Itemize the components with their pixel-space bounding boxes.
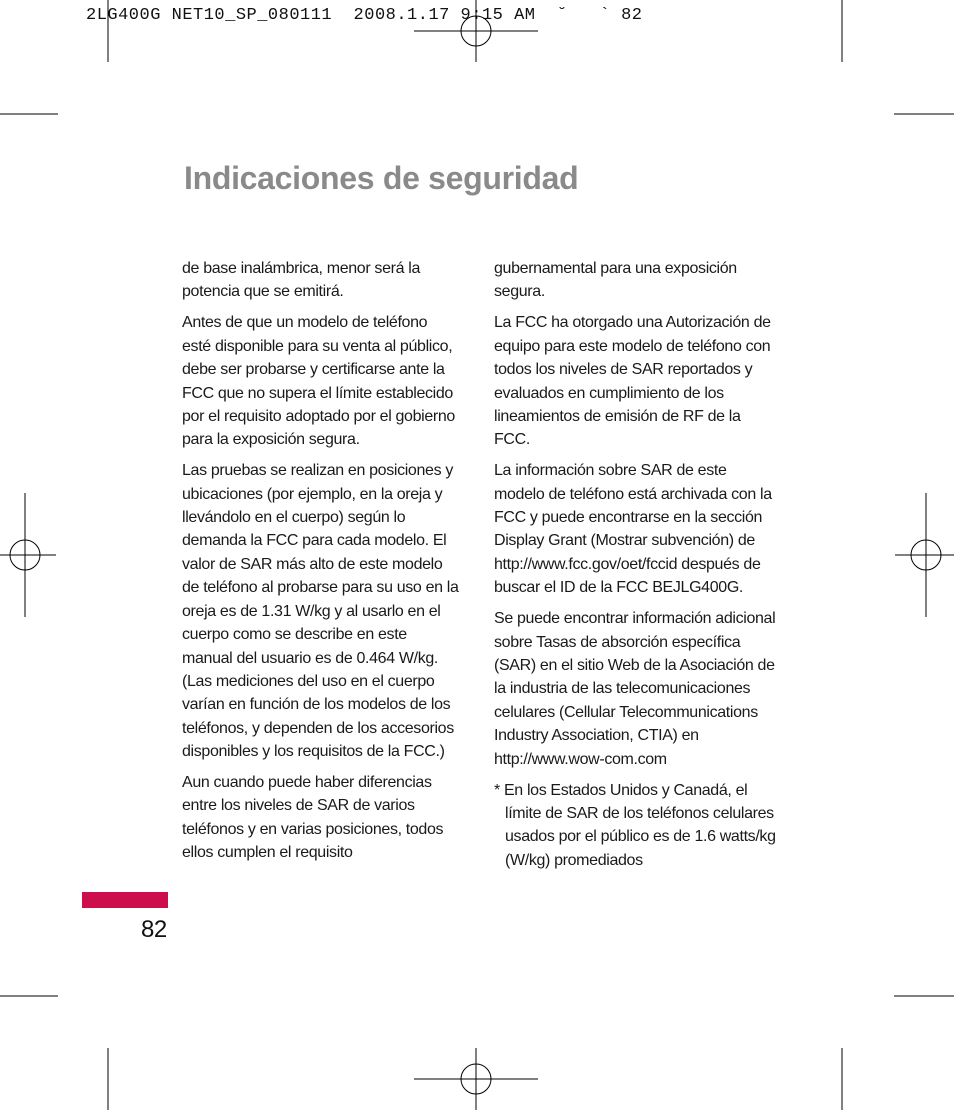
- registration-mark-left: [0, 493, 56, 617]
- page-title: Indicaciones de seguridad: [184, 160, 579, 196]
- paragraph: Antes de que un modelo de teléfono esté disponible para su venta al público, debe ser probarse y certificarse ante la FCC que no supera el límite establecido por el requisito adoptado por el gobierno para la exposición segura.: [182, 314, 455, 449]
- left-column: [182, 257, 460, 872]
- paragraph: de base inalámbrica, menor será la potencia que se emitirá.: [182, 260, 421, 301]
- paragraph: Aun cuando puede haber diferencias entre los niveles de SAR de varios teléfonos y en varias posiciones, todos ellos cumplen el requisito: [182, 774, 444, 862]
- right-column: [494, 257, 779, 880]
- footnote: * En los Estados Unidos y Canadá, el límite de SAR de los teléfonos celulares usados por el público es de 1.6 watts/kg (W/kg) promediados: [494, 781, 776, 869]
- page-accent-bar: [82, 892, 168, 908]
- print-header: 2LG400G NET10_SP_080111 2008.1.17 9:15 AM ˘ ` 82: [86, 6, 643, 25]
- paragraph: La información sobre SAR de este modelo de teléfono está archivada con la FCC y puede encontrarse en la sección Display Grant (Mostrar subvención) de http://www.fcc.gov/oet/fccid después de buscar el ID de la FCC BEJLG400G.: [494, 462, 772, 597]
- registration-mark-bottom: [414, 1048, 538, 1110]
- paragraph: Se puede encontrar información adicional sobre Tasas de absorción específica (SAR) en el sitio Web de la Asociación de la industria de las telecomunicaciones celulares (Cellular Telecommunications Industry Association, CTIA) en http://www.wow-com.com: [494, 610, 776, 768]
- paragraph: gubernamental para una exposición segura.: [494, 260, 737, 301]
- registration-mark-top: [414, 0, 538, 62]
- page-number: 82: [141, 916, 167, 943]
- paragraph: Las pruebas se realizan en posiciones y ubicaciones (por ejemplo, en la oreja y llevándolo en el cuerpo) según lo demanda la FCC para cada modelo. El valor de SAR más alto de este modelo de teléfono al probarse para su uso en la oreja es de 1.31 W/kg y al usarlo en el cuerpo como se describe en este manual del usuario es de 0.464 W/kg. (Las mediciones del uso en el cuerpo varían en función de los modelos de los teléfonos, y dependen de los accesorios disponibles y los requisitos de la FCC.): [182, 462, 459, 761]
- paragraph: La FCC ha otorgado una Autorización de equipo para este modelo de teléfono con todos los niveles de SAR reportados y evaluados en cumplimiento de los lineamientos de emisión de RF de la FCC.: [494, 314, 771, 449]
- registration-mark-right: [895, 493, 954, 617]
